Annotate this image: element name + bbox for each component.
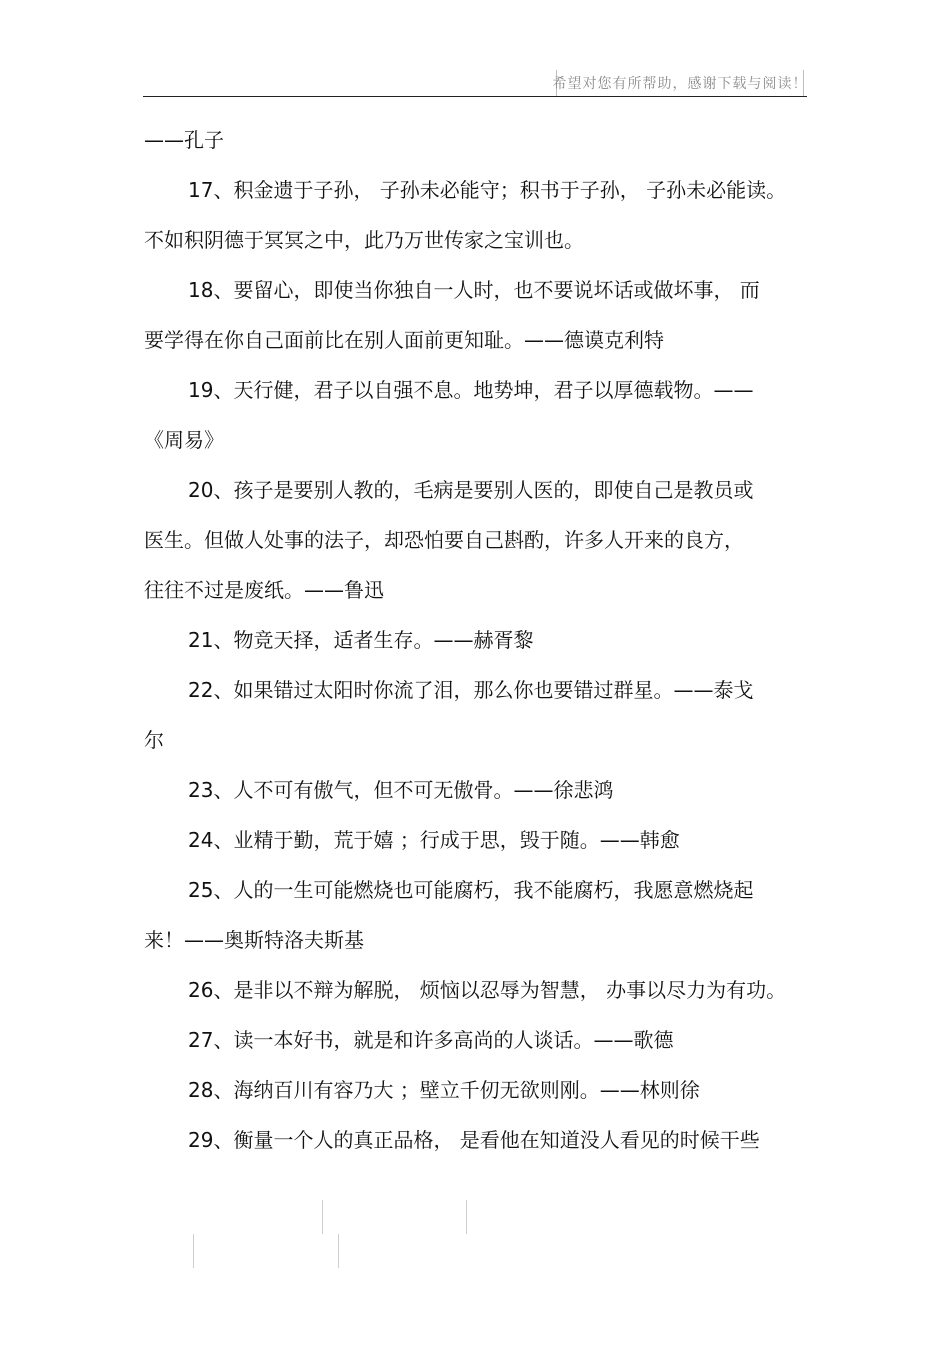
- footer-divider: [193, 1234, 194, 1268]
- text-line: 29、衡量一个人的真正品格， 是看他在知道没人看见的时候干些: [188, 1128, 760, 1152]
- text-line: 21、物竞天择，适者生存。——赫胥黎: [188, 628, 534, 652]
- text-line: 要学得在你自己面前比在别人面前更知耻。——德谟克利特: [144, 328, 664, 352]
- header-rule: [143, 96, 807, 97]
- text-line: 22、如果错过太阳时你流了泪，那么你也要错过群星。——泰戈: [188, 678, 754, 702]
- text-line: 17、积金遗于子孙， 子孙未必能守；积书于子孙， 子孙未必能读。: [188, 178, 787, 202]
- footer-divider: [322, 1200, 323, 1234]
- footer-divider: [466, 1200, 467, 1234]
- text-line: 来！——奥斯特洛夫斯基: [144, 928, 364, 952]
- text-line: 25、人的一生可能燃烧也可能腐朽，我不能腐朽，我愿意燃烧起: [188, 878, 754, 902]
- header-banner: [552, 70, 808, 96]
- text-line: ——孔子: [144, 128, 224, 152]
- text-line: 医生。但做人处事的法子，却恐怕要自己斟酌，许多人开来的良方，: [144, 528, 744, 552]
- text-line: 27、读一本好书，就是和许多高尚的人谈话。——歌德: [188, 1028, 674, 1052]
- text-line: 26、是非以不辩为解脱， 烦恼以忍辱为智慧， 办事以尽力为有功。: [188, 978, 787, 1002]
- text-line: 20、孩子是要别人教的，毛病是要别人医的，即使自己是教员或: [188, 478, 754, 502]
- header-banner-text: 希望对您有所帮助，感谢下载与阅读！: [552, 76, 808, 92]
- text-line: 不如积阴德于冥冥之中，此乃万世传家之宝训也。: [144, 228, 584, 252]
- text-line: 尔: [144, 728, 164, 752]
- text-line: 《周易》: [144, 428, 224, 452]
- text-line: 19、天行健，君子以自强不息。地势坤，君子以厚德载物。——: [188, 378, 754, 402]
- document-body: [144, 115, 794, 1165]
- text-line: 往往不过是废纸。——鲁迅: [144, 578, 384, 602]
- text-line: 18、要留心，即使当你独自一人时，也不要说坏话或做坏事， 而: [188, 278, 760, 302]
- text-line: 24、业精于勤，荒于嬉 ；行成于思，毁于随。——韩愈: [188, 828, 680, 852]
- footer-divider: [338, 1234, 339, 1268]
- text-line: 23、人不可有傲气，但不可无傲骨。——徐悲鸿: [188, 778, 614, 802]
- text-line: 28、海纳百川有容乃大 ；壁立千仞无欲则刚。——林则徐: [188, 1078, 700, 1102]
